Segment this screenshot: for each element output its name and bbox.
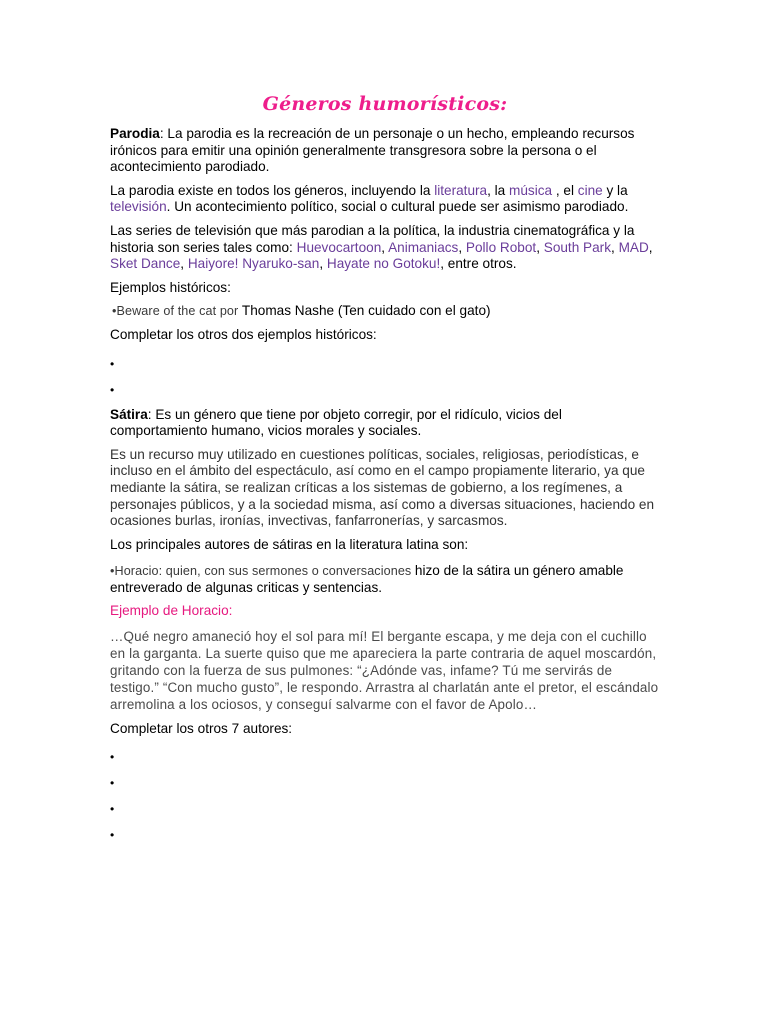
separator: ,	[180, 256, 188, 272]
latin-authors-intro: Los principales autores de sátiras en la literatura latina son:	[110, 536, 469, 552]
link-literatura[interactable]: literatura	[434, 182, 488, 198]
link-series[interactable]: Sket Dance	[110, 256, 181, 272]
horacio-name: •Horacio: quien, con sus sermones o conversaciones	[110, 564, 415, 579]
horacio-entry	[110, 563, 660, 596]
satira-definition-text: : Es un género que tiene por objeto corregir, por el ridículo, vicios del comportamiento humano, vicios morales y sociales.	[110, 406, 562, 439]
link-musica[interactable]: música	[509, 182, 553, 198]
empty-bullet: •	[110, 828, 115, 843]
ejemplos-historicos-label: Ejemplos históricos:	[110, 279, 231, 295]
example-author: Thomas Nashe (Ten cuidado con el gato)	[241, 303, 491, 319]
link-series[interactable]: MAD	[618, 239, 649, 255]
satira-usage-paragraph: Es un recurso muy utilizado en cuestiones políticas, sociales, religiosas, periodísticas, e incluso en el ámbito del espectáculo, así como en el campo propiamente literario, ya que mediante la sátira, se realizan críticas a los sistemas de gobierno, a los regímenes, a personajes públicos, y a la sociedad misma, así como a diversas situaciones, haciendo en ocasiones burlas, ironías, invectivas, fanfarronerías, y sarcasmos.	[110, 446, 655, 529]
document-content	[110, 92, 660, 848]
separator: ,	[381, 239, 389, 255]
separator: ,	[458, 239, 466, 255]
horacio-description: hizo de la sátira un género amable entreverado de algunas criticas y sentencias.	[110, 563, 624, 595]
parodia-definition	[110, 126, 660, 176]
text-fragment: . Un acontecimiento político, social o cultural puede ser asimismo parodiado.	[166, 199, 629, 215]
horacio-quote: …Qué negro amaneció hoy el sol para mí! El bergante escapa, y me deja con el cuchillo en la garganta. La suerte quiso que me apareciera la parte contraria de aquel moscardón, gritando con la fuerza de sus pulmones: “¿Adónde vas, infame? Tú me servirás de testigo.” “Con mucho gusto”, le respondo. Arrastra al charlatán ante el pretor, el escándalo arremolina a los ociosos, y conseguí salvarme con el favor de Apolo…	[110, 629, 659, 712]
example-title: •Beware of the cat por	[112, 304, 242, 319]
parodia-term: Parodia	[110, 126, 160, 141]
parodia-definition-text: : La parodia es la recreación de un personaje o un hecho, empleando recursos irónicos para emitir una opinión generalmente transgresora sobre la persona o el acontecimiento parodiado.	[110, 126, 635, 175]
empty-bullet: •	[110, 776, 115, 791]
separator: ,	[319, 256, 327, 272]
parodia-series-paragraph	[110, 223, 660, 273]
link-series[interactable]: South Park	[543, 239, 612, 255]
link-series[interactable]: Haiyore! Nyaruko-san	[187, 256, 320, 272]
text-fragment: La parodia existe en todos los géneros, incluyendo la	[110, 182, 435, 198]
separator: ,	[648, 239, 653, 255]
complete-examples-prompt: Completar los otros dos ejemplos históricos:	[110, 326, 377, 342]
empty-bullet: •	[110, 356, 115, 371]
empty-bullet: •	[110, 750, 115, 765]
empty-bullet: •	[110, 382, 115, 397]
link-series[interactable]: Pollo Robot	[465, 239, 537, 255]
separator: ,	[611, 239, 619, 255]
link-television[interactable]: televisión	[110, 199, 167, 215]
link-series[interactable]: Huevocartoon	[296, 239, 382, 255]
historical-example	[110, 303, 660, 320]
parodia-genres-paragraph	[110, 183, 660, 216]
link-cine[interactable]: cine	[577, 182, 603, 198]
text-fragment: Las series de televisión que más parodian a la política, la industria cinematográfica y la historia son series tales como:	[110, 222, 635, 255]
satira-definition	[110, 407, 660, 440]
horacio-example-heading: Ejemplo de Horacio:	[110, 603, 233, 619]
complete-authors-prompt: Completar los otros 7 autores:	[110, 720, 293, 736]
separator: ,	[536, 239, 544, 255]
satira-term: Sátira	[110, 406, 148, 422]
text-fragment: , entre otros.	[440, 256, 517, 272]
page-title: Géneros humorísticos:	[262, 93, 508, 115]
link-series[interactable]: Animaniacs	[388, 239, 459, 255]
text-fragment: y la	[602, 182, 628, 198]
text-fragment: , la	[487, 182, 510, 198]
link-series[interactable]: Hayate no Gotoku!	[326, 256, 441, 272]
empty-bullet: •	[110, 802, 115, 817]
text-fragment: , el	[552, 182, 578, 198]
